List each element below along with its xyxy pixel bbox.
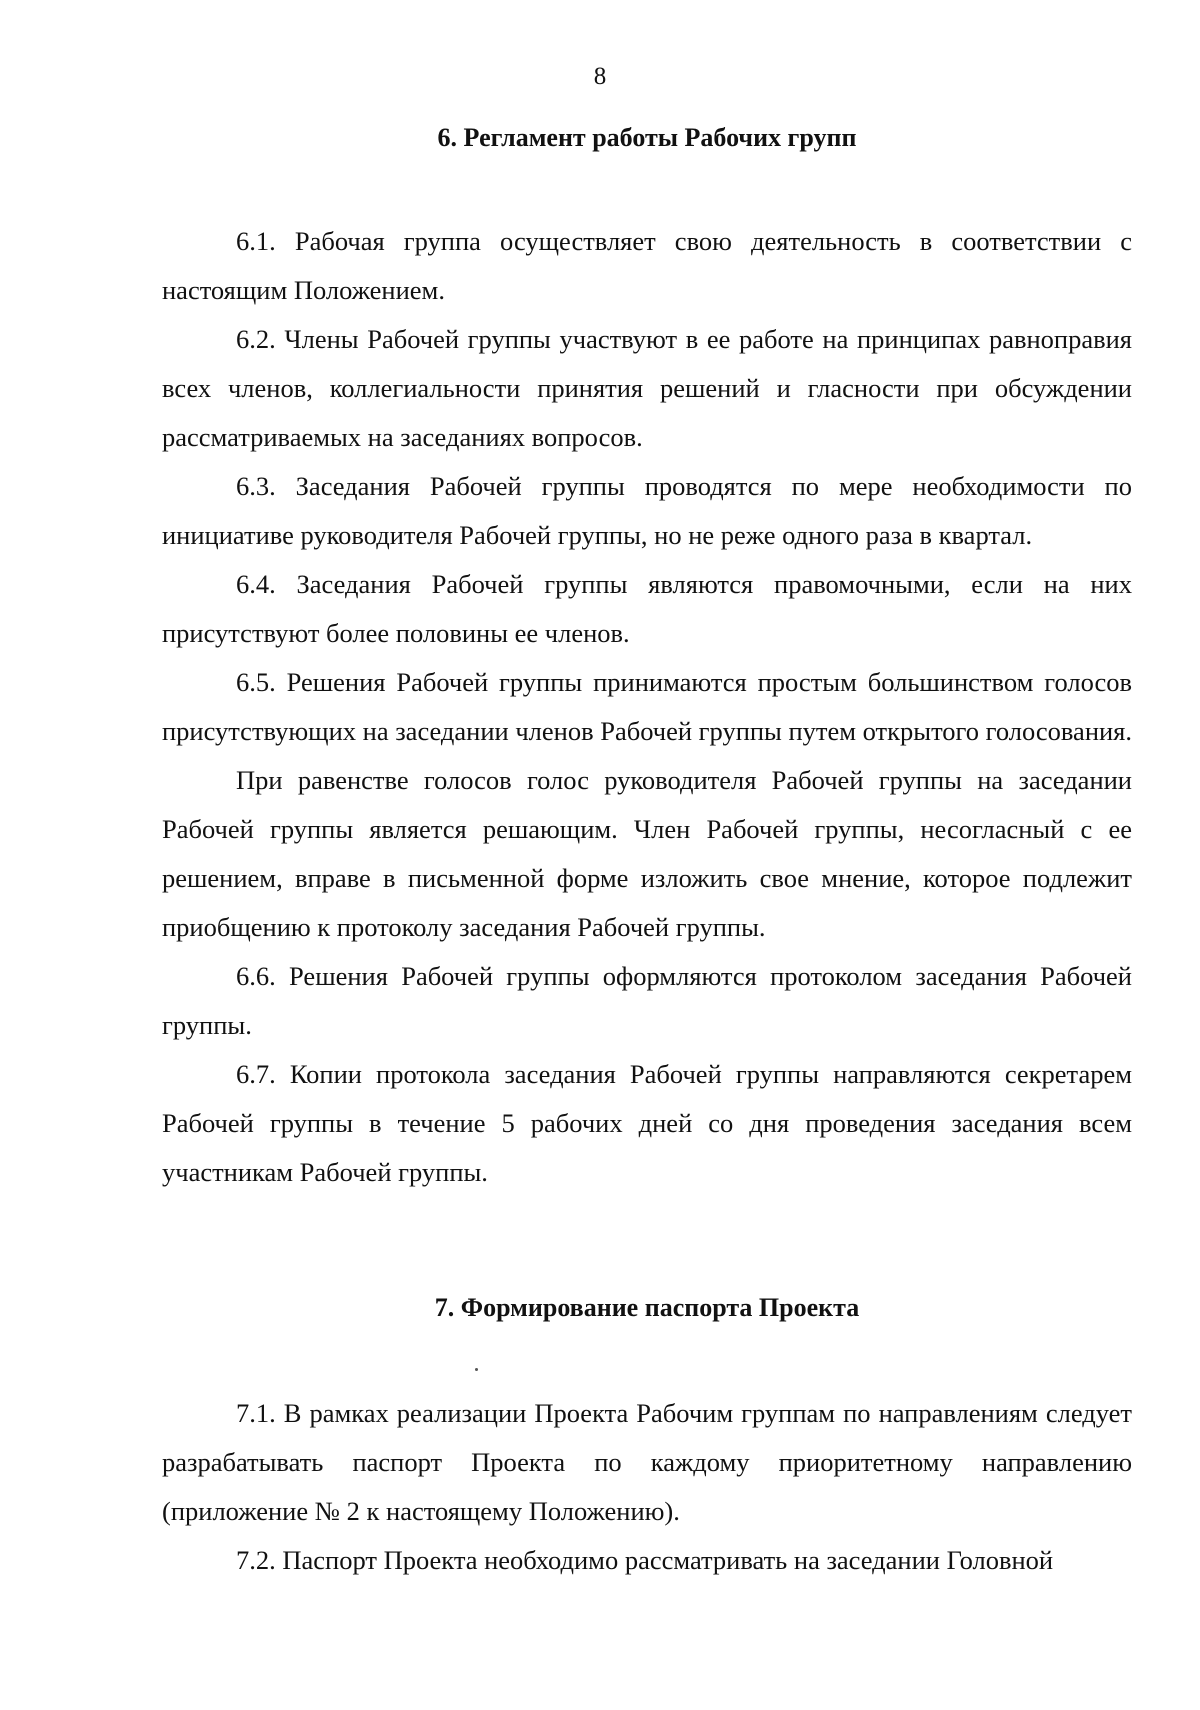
paragraph-6-6: 6.6. Решения Рабочей группы оформляются протоколом заседания Рабочей группы.: [162, 961, 1132, 1040]
paragraph-6-5-tie-vote: При равенстве голосов голос руководителя Рабочей группы на заседании Рабочей группы является решающим. Член Рабочей группы, несогласный с ее решением, вправе в письменной форме изложить свое мнение, которое подлежит приобщению к протоколу заседания Рабочей группы.: [162, 765, 1132, 942]
paragraph-7-1: 7.1. В рамках реализации Проекта Рабочим группам по направлениям следует разрабатывать паспорт Проекта по каждому приоритетному направлению (приложение № 2 к настоящему Положению).: [162, 1398, 1132, 1526]
paragraph-6-7: 6.7. Копии протокола заседания Рабочей группы направляются секретарем Рабочей группы в течение 5 рабочих дней со дня проведения заседания всем участникам Рабочей группы.: [162, 1059, 1132, 1187]
paragraph-6-5: 6.5. Решения Рабочей группы принимаются простым большинством голосов присутствующих на заседании членов Рабочей группы путем открытого голосования.: [162, 667, 1132, 746]
page-number: 8: [593, 63, 607, 90]
section-7-body: [162, 1389, 1132, 1585]
paragraph-6-3: 6.3. Заседания Рабочей группы проводятся по мере необходимости по инициативе руководителя Рабочей группы, но не реже одного раза в квартал.: [162, 471, 1132, 550]
paragraph-6-4: 6.4. Заседания Рабочей группы являются правомочными, если на них присутствуют более половины ее членов.: [162, 569, 1132, 648]
scan-speck: [475, 1368, 478, 1371]
paragraph-7-2: 7.2. Паспорт Проекта необходимо рассматривать на заседании Головной: [236, 1545, 1054, 1575]
paragraph-6-1: 6.1. Рабочая группа осуществляет свою деятельность в соответствии с настоящим Положением.: [162, 226, 1132, 305]
section-6-heading: 6. Регламент работы Рабочих групп: [437, 123, 857, 152]
section-7-heading: 7. Формирование паспорта Проекта: [434, 1293, 860, 1322]
section-6-body: [162, 217, 1132, 1197]
paragraph-6-2: 6.2. Члены Рабочей группы участвуют в ее работе на принципах равноправия всех членов, коллегиальности принятия решений и гласности при обсуждении рассматриваемых на заседаниях вопросов.: [162, 324, 1132, 452]
